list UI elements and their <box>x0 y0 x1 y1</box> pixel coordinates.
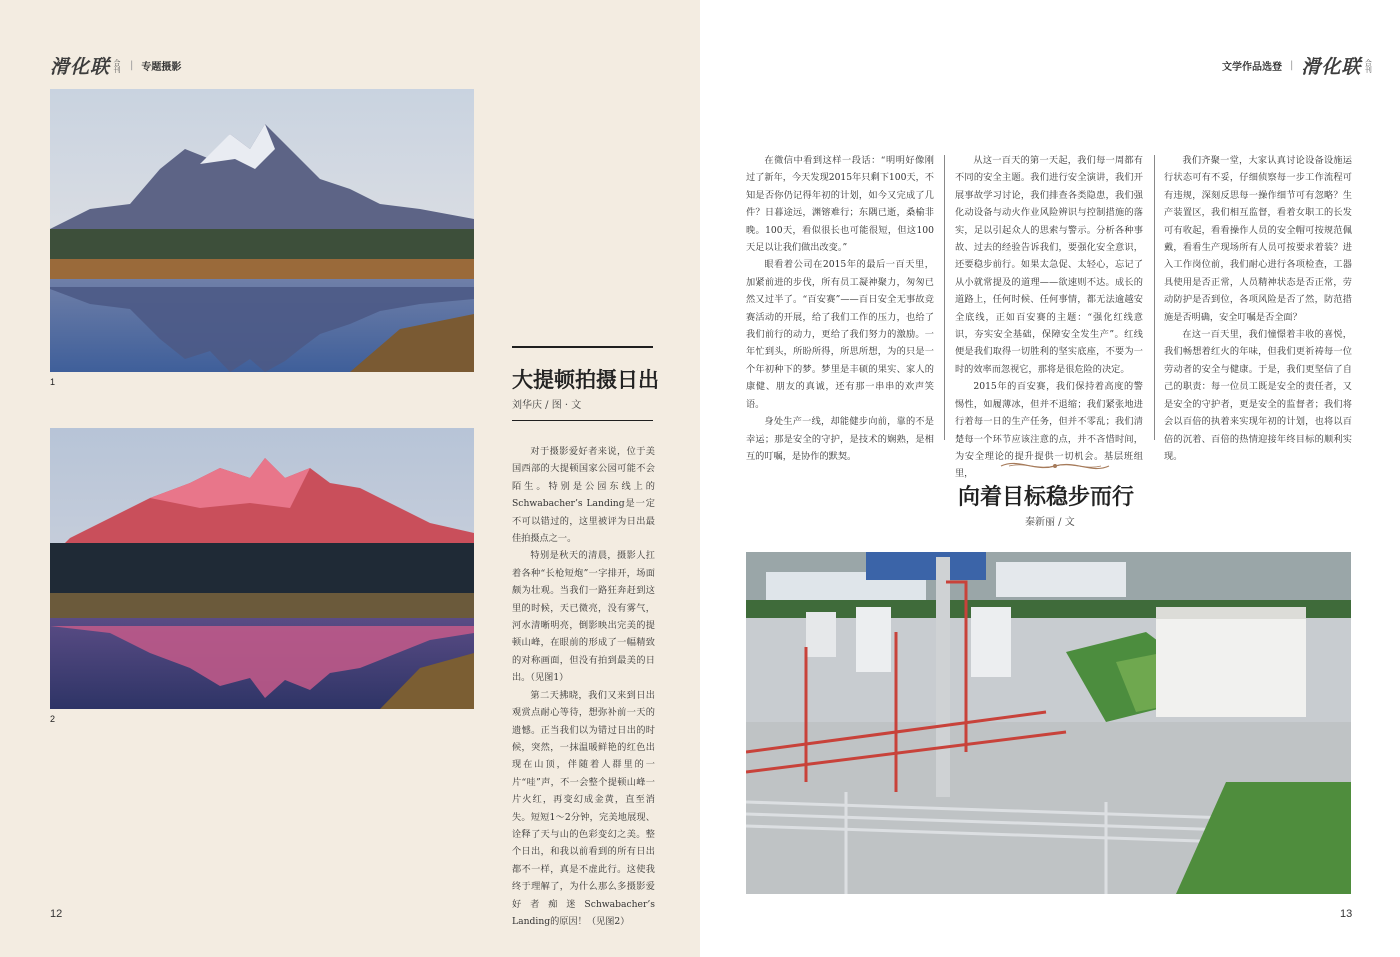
chemical-plant-photo <box>746 552 1351 894</box>
left-paragraph-1: 对于摄影爱好者来说，位于美国西部的大提顿国家公园可能不会陌生。特别是公园东线上的Schwabacher’s Landing是一定不可以错过的，这里被评为日出最佳拍摄点之一。 <box>512 446 655 545</box>
column-divider-1 <box>944 155 945 440</box>
col2-paragraph-1: 从这一百天的第一天起，我们每一周都有不同的安全主题。我们进行安全演讲，我们开展事故学习讨论，我们排查各类隐患，我们强化动设备与动火作业风险辨识与控制措施的落实，足以引起众人的思索与警示。分析各种事故、过去的经验告诉我们，要强化安全意识，还要稳步前行。如果太急促、太轻心，忘记了从小就常提及的道理——欲速则不达。成长的道路上，任何时候、任何事情，都无法逾越安全底线，正如百安赛的主题：“强化红线意识，夯实安全基础，保障安全发生产”。红线便是我们取得一切胜利的坚实底座，不要为一时的效率而忽视它，那将是很危险的决定。 <box>955 155 1143 375</box>
article-title-right: 向着目标稳步而行 <box>958 485 1135 510</box>
col3-paragraph-1: 我们齐聚一堂，大家认真讨论设备设施运行状态可有不妥，仔细侦察每一步工作流程可有违规，深刻反思每一操作细节可有忽略？生产装置区，我们相互监督，看着女职工的长发可有收起，看看操作人员的安全帽可按规范佩戴，看看生产现场所有人员可按要求着装？进入工作岗位前，我们耐心进行各项检查，工器具使用是否正常，人员精神状态是否正常，劳动防护是否到位，各项风险是否了然，防范措施是否明确，安全叮嘱是否全面？ <box>1164 155 1352 323</box>
left-page-number: 12 <box>50 908 63 920</box>
right-column-3 <box>1164 152 1352 465</box>
magazine-logo-right: 滑化联 <box>1301 56 1362 78</box>
col1-paragraph-1: 在微信中看到这样一段话：“明明好像刚过了新年，今天发现2015年只剩下100天，不知是否你仍记得年初的计划，如今又完成了几件？日暮途远，渊镕难行；东隅已逝，桑榆非晚。100天，看似很长也可能很短，但这100天足以让我们做出改变。” <box>746 155 934 254</box>
section-title: 专题摄影 <box>141 62 182 73</box>
header-separator-right: | <box>1290 60 1294 71</box>
mountain-lake-dawn-icon <box>50 89 474 372</box>
magazine-logo: 滑化联 <box>50 56 111 78</box>
col3-paragraph-2: 在这一百天里，我们憧憬着丰收的喜悦，我们畅想着红火的年味，但我们更祈祷每一位劳动者的安全与健康。于是，我们更坚信了自己的职责：每一位员工既是安全的责任者，又是安全的守护者，更是安全的监督者；我们将会以百倍的执着来实现年初的计划，也将以百倍的沉着、百倍的热情迎接年终目标的顺利实现。 <box>1164 329 1352 462</box>
photo-1-mountain-lake <box>50 89 474 372</box>
figure-1-number: 1 <box>50 377 56 387</box>
column-divider-2 <box>1154 155 1155 440</box>
logo-subtitle-right: 合刊 <box>1364 58 1373 73</box>
right-header <box>1222 52 1373 79</box>
figure-2-number: 2 <box>50 714 56 724</box>
right-column-2 <box>955 152 1143 483</box>
title-top-rule <box>512 346 653 348</box>
col1-paragraph-3: 身处生产一线，却能健步向前，靠的不是幸运；那是安全的守护，是技术的娴熟，是相互的叮嘱，是协作的默契。 <box>746 416 934 462</box>
header-separator: | <box>130 60 134 71</box>
col1-paragraph-2: 眼看着公司在2015年的最后一百天里，加紧前进的步伐，所有员工凝神聚力，匆匆已然又过半了。“百安赛”——百日安全无事故竞赛活动的开展，给了我们工作的压力，也给了我们前行的动力，更给了我们努力的激励。一年忙到头，所盼所得，所思所想，为的只是一个年初种下的梦。梦里是丰硕的果实、家人的康健、朋友的真诚，还有那一串串的欢声笑语。 <box>746 259 934 410</box>
left-header <box>50 52 181 79</box>
chemical-plant-aerial-icon <box>746 552 1351 894</box>
left-paragraph-2: 特别是秋天的清晨，摄影人扛着各种“长枪短炮”一字排开，场面颇为壮观。当我们一路狂奔赶到这里的时候，天已微亮，没有雾气，河水清晰明亮，倒影映出完美的提顿山峰，在眼前的形成了一幅精致的对称画面，但没有拍到最美的日出。（见图1） <box>512 550 655 684</box>
photo-2-mountain-sunrise <box>50 428 474 709</box>
col2-paragraph-2: 2015年的百安赛，我们保持着高度的警惕性，如履薄冰，但并不退缩；我们紧张地进行着每一日的生产任务，但并不零乱；我们清楚每一个环节应该注意的点，并不吝惜时间，为安全理论的提升提供一切机会。基层班组里， <box>955 381 1143 480</box>
left-paragraph-3: 第二天拂晓，我们又来到日出观赏点耐心等待，想弥补前一天的遗憾。正当我们以为错过日出的时候，突然，一抹温暖鲜艳的红色出现在山顶，伴随着人群里的一片“哇”声，不一会整个提顿山峰一片火红，再变幻成金黄，直至消失。短短1～2分钟，完美地展现、诠释了天与山的色彩变幻之美。整个日出，和我以前看到的所有日出都不一样，真是不虚此行。这使我终于理解了，为什么那么多摄影爱好者痴迷Schwabacher’s Landing的原因！（见图2） <box>512 689 655 927</box>
section-title-right: 文学作品选登 <box>1222 62 1282 73</box>
right-page-number: 13 <box>1340 908 1353 920</box>
article-byline-right: 秦新丽 / 文 <box>1025 517 1075 528</box>
logo-subtitle: 合刊 <box>113 58 122 73</box>
ornament-flourish-icon <box>999 458 1111 474</box>
mountain-sunrise-reflection-icon <box>50 428 474 709</box>
right-page <box>700 0 1400 957</box>
left-article-body <box>512 443 655 930</box>
article-byline-left: 刘华庆 / 图 · 文 <box>512 400 582 411</box>
right-column-1 <box>746 152 934 465</box>
title-bottom-rule <box>512 420 653 421</box>
article-title-left: 大提顿拍摄日出 <box>512 368 659 392</box>
